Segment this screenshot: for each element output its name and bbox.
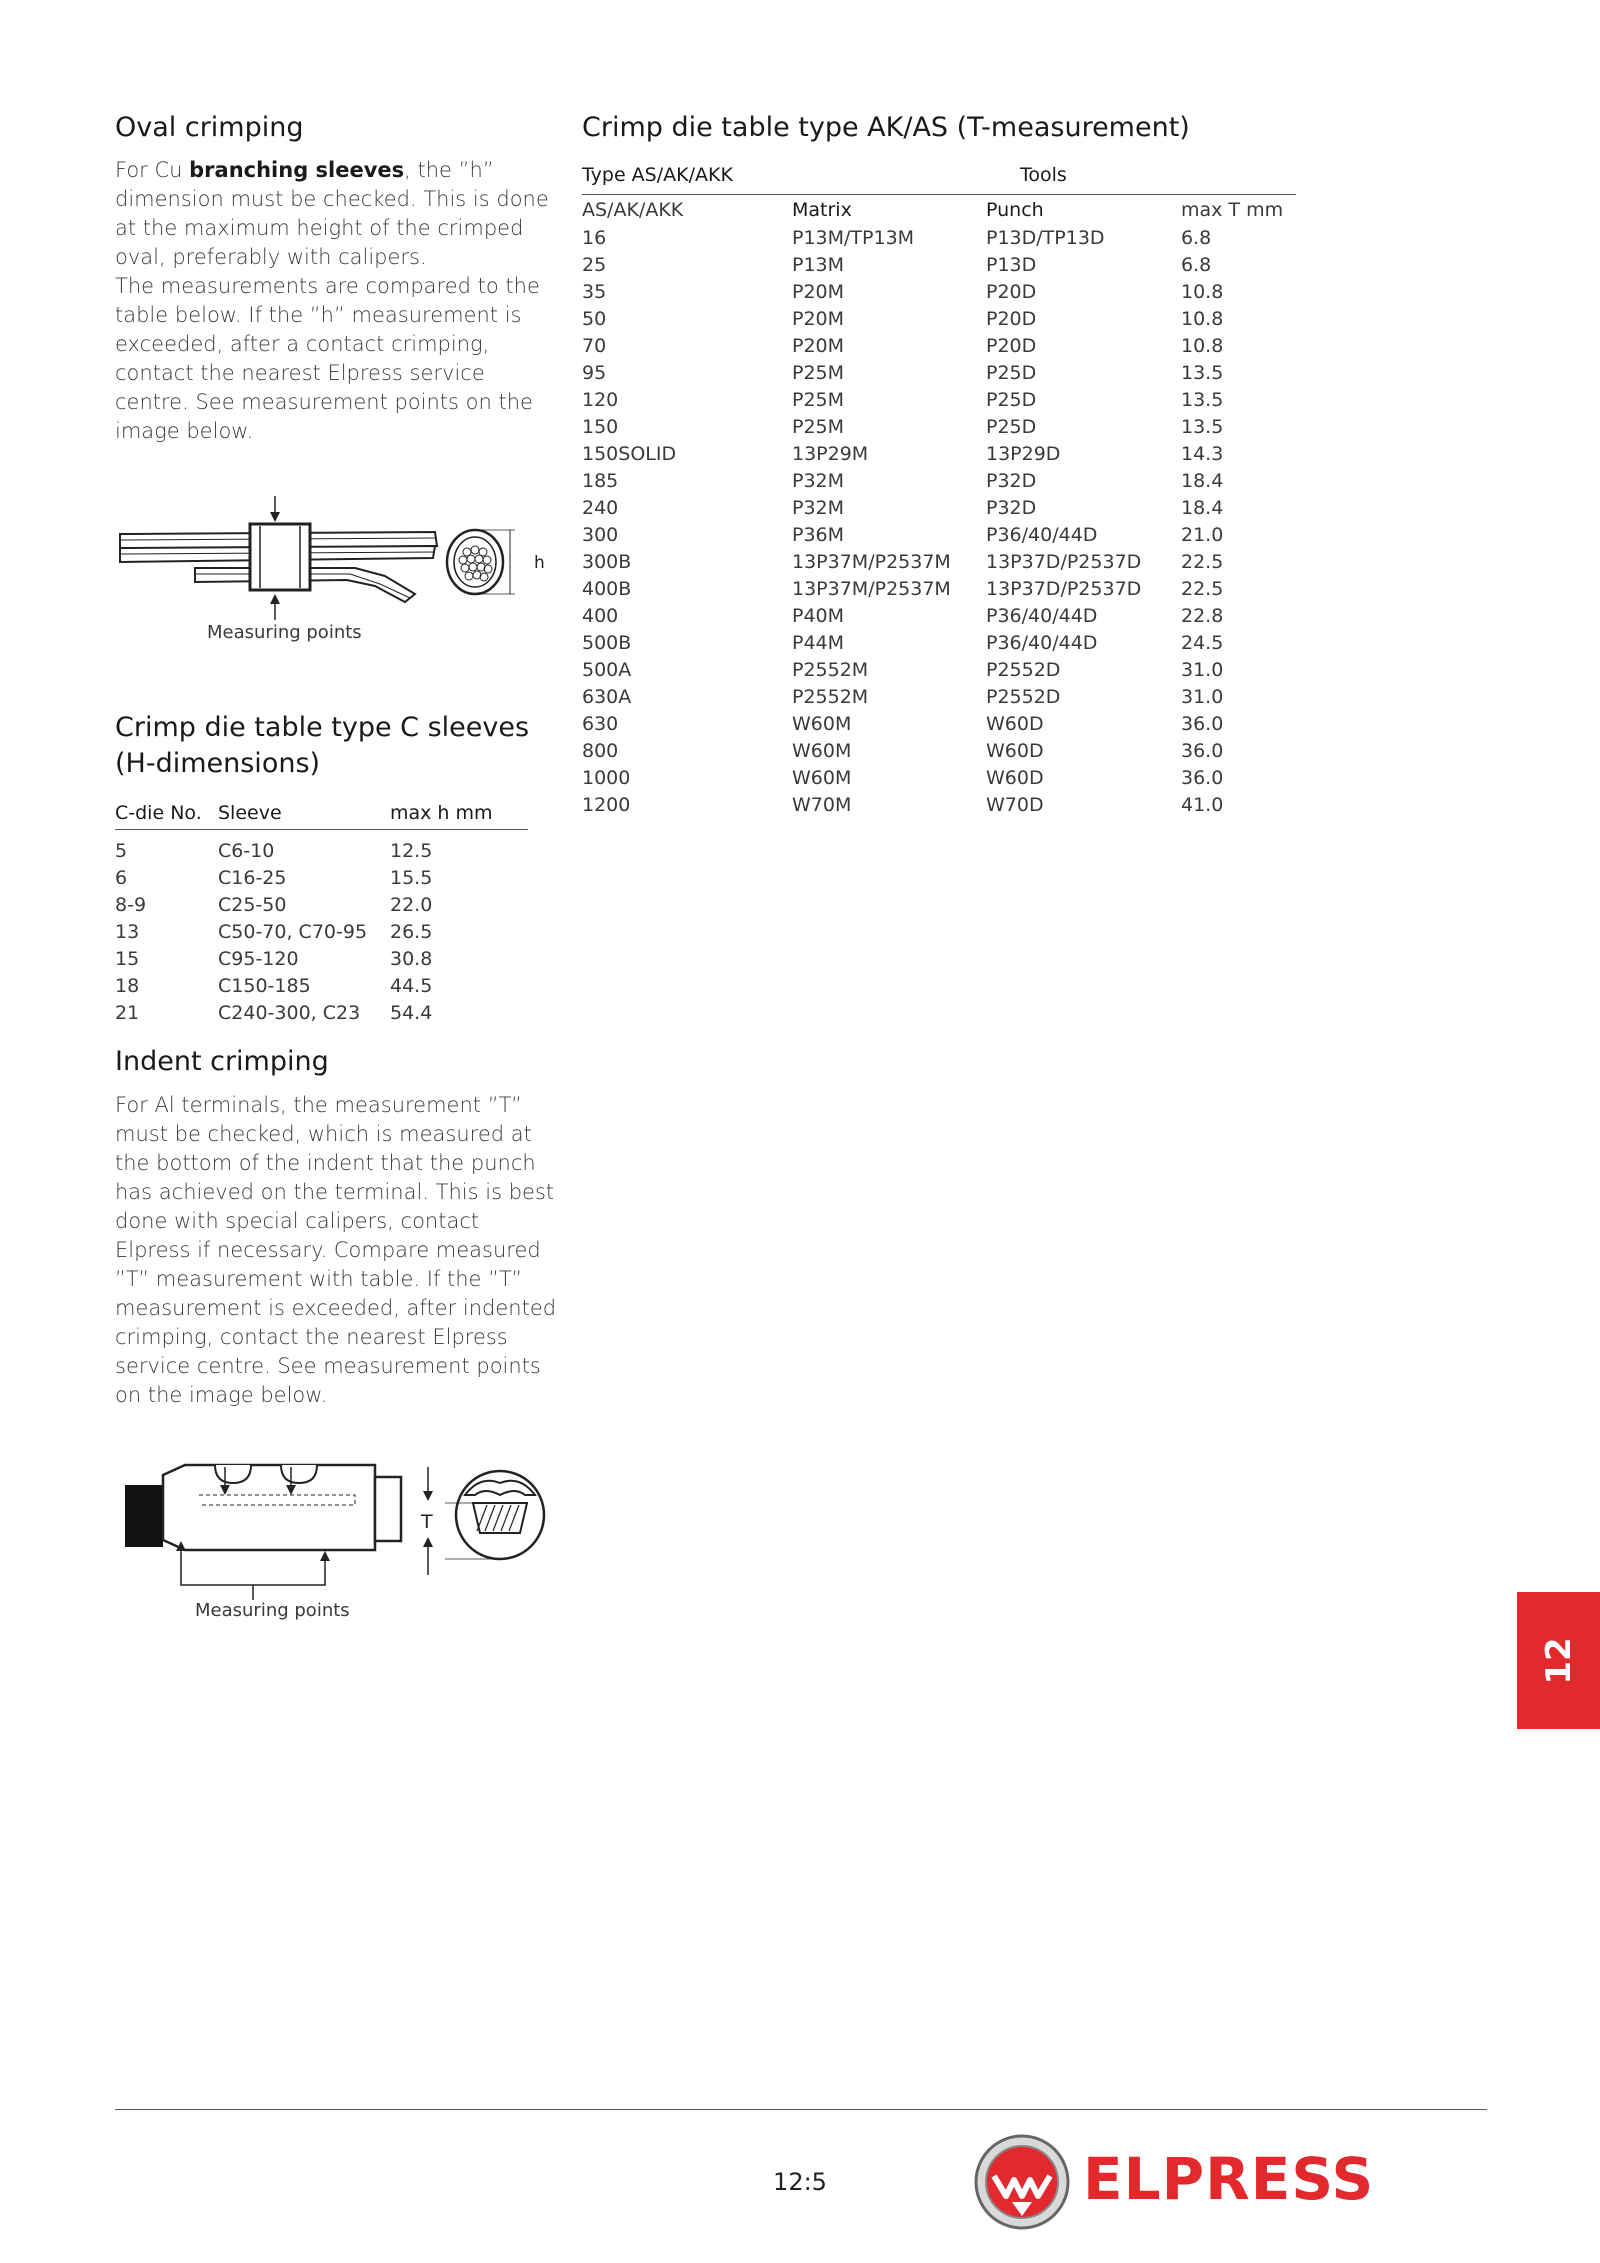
ak-table-header: Punch xyxy=(986,199,1044,221)
c-table-header: max h mm xyxy=(390,802,493,824)
table-row: 630A P2552M P2552D 31.0 xyxy=(582,685,1224,708)
oval-crimp-figure xyxy=(115,490,555,650)
table-row: 400B 13P37M/P2537M 13P37D/P2537D 22.5 xyxy=(582,577,1224,600)
table-row: 500A P2552M P2552D 31.0 xyxy=(582,658,1224,681)
ak-table-header: Matrix xyxy=(792,199,852,221)
ak-table-title: Crimp die table type AK/AS (T-measurement) xyxy=(582,112,1190,143)
table-row: 6 C16-25 15.5 xyxy=(115,867,433,889)
oval-crimping-title: Oval crimping xyxy=(115,112,304,143)
indent-crimping-title: Indent crimping xyxy=(115,1046,329,1077)
table-row: 70 P20M P20D 10.8 xyxy=(582,334,1224,357)
oval-fig-caption: Measuring points xyxy=(207,622,362,643)
ak-table-group-header: Type AS/AK/AKK Tools xyxy=(582,164,1296,195)
table-row: 300 P36M P36/40/44D 21.0 xyxy=(582,523,1224,546)
ak-table-header: AS/AK/AKK xyxy=(582,199,684,221)
table-row: 300B 13P37M/P2537M 13P37D/P2537D 22.5 xyxy=(582,550,1224,573)
oval-h-label: h xyxy=(534,553,545,573)
table-row: 15 C95-120 30.8 xyxy=(115,948,433,970)
indent-fig-caption: Measuring points xyxy=(195,1600,350,1621)
table-row: 150 P25M P25D 13.5 xyxy=(582,415,1224,438)
c-table-header: Sleeve xyxy=(218,802,282,824)
table-row: 25 P13M P13D 6.8 xyxy=(582,253,1212,276)
ak-die-table xyxy=(582,196,1296,818)
table-row: 13 C50-70, C70-95 26.5 xyxy=(115,921,433,943)
table-row: 185 P32M P32D 18.4 xyxy=(582,469,1224,492)
c-table-title: Crimp die table type C sleeves (H-dimensions) xyxy=(115,712,530,779)
table-row: 35 P20M P20D 10.8 xyxy=(582,280,1224,303)
indent-t-label: T xyxy=(421,1511,433,1533)
indent-crimp-figure xyxy=(115,1455,555,1630)
elpress-logo: ELPRESS xyxy=(1083,2145,1375,2213)
footer-divider xyxy=(115,2109,1487,2110)
chapter-tab-number: 12 xyxy=(1538,1636,1579,1685)
table-row: 21 C240-300, C23 54.4 xyxy=(115,1002,433,1024)
table-row: 16 P13M/TP13M P13D/TP13D 6.8 xyxy=(582,226,1212,249)
oval-bold-term: branching sleeves xyxy=(189,158,405,182)
table-row: 120 P25M P25D 13.5 xyxy=(582,388,1224,411)
ak-table-header: max T mm xyxy=(1181,199,1284,221)
elpress-emblem-icon xyxy=(972,2132,1072,2232)
c-die-table xyxy=(115,797,528,1027)
table-row: 1200 W70M W70D 41.0 xyxy=(582,793,1224,816)
table-row: 150SOLID 13P29M 13P29D 14.3 xyxy=(582,442,1224,465)
indent-crimping-text: For Al terminals, the measurement ”T” must be checked, which is measured at the bottom of the indent that the punch has achieved on the terminal. This is best done with special calipers, contact Elpress if necessary. Compare measured ”T” measurement with table. If the ”T” measurement is exceeded, after indented crimping, contact the nearest Elpress service centre. See measurement points on the image below. xyxy=(115,1093,557,1407)
table-row: 1000 W60M W60D 36.0 xyxy=(582,766,1224,789)
table-row: 630 W60M W60D 36.0 xyxy=(582,712,1224,735)
page-number: 12:5 xyxy=(773,2168,827,2196)
table-row: 500B P44M P36/40/44D 24.5 xyxy=(582,631,1224,654)
table-row: 240 P32M P32D 18.4 xyxy=(582,496,1224,519)
table-row: 50 P20M P20D 10.8 xyxy=(582,307,1224,330)
oval-crimping-text: For Cu branching sleeves, the ”h” dimension must be checked. This is done at the maximum height of the crimped oval, preferably with calipers. The measurements are compared to the table below. If the ”h” measurement is exceeded, after a contact crimping, contact the nearest Elpress service centre. See measurement points on the image below. xyxy=(115,158,549,443)
table-row: 800 W60M W60D 36.0 xyxy=(582,739,1224,762)
table-row: 5 C6-10 12.5 xyxy=(115,840,433,862)
table-row: 400 P40M P36/40/44D 22.8 xyxy=(582,604,1224,627)
table-row: 8-9 C25-50 22.0 xyxy=(115,894,433,916)
c-table-header: C-die No. xyxy=(115,802,202,824)
table-row: 95 P25M P25D 13.5 xyxy=(582,361,1224,384)
chapter-tab[interactable] xyxy=(1517,1592,1600,1729)
table-row: 18 C150-185 44.5 xyxy=(115,975,433,997)
